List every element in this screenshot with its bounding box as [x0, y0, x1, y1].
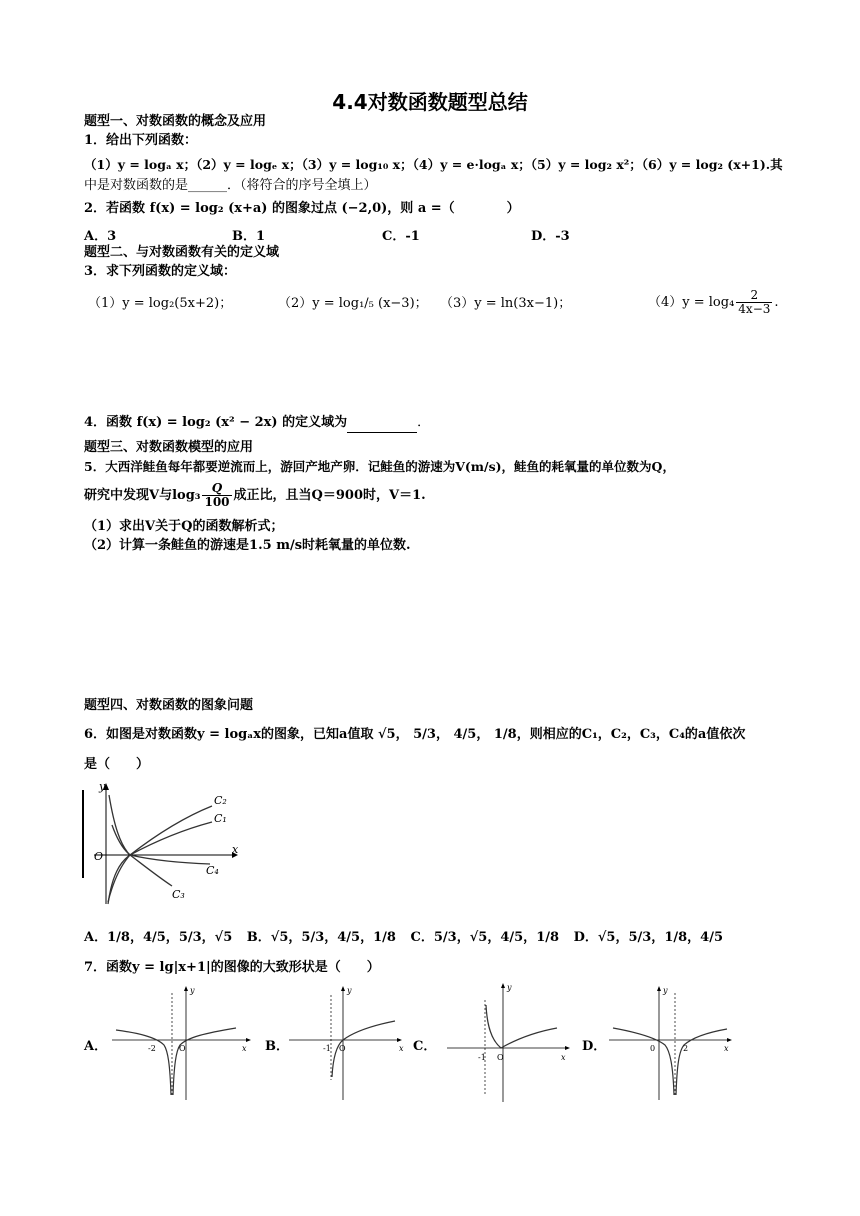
q6-line-1: 6．如图是对数函数y = logₐx的图象，已知a值取 √5， 5/3， 4/5， 1/8，则相应的C₁，C₂，C₃，C₄的a值依次	[84, 727, 746, 742]
q4-stem: 4．函数 f(x) = log₂ (x² − 2x) 的定义域为	[84, 415, 348, 430]
q5-part-2: （2）计算一条鲑鱼的游速是1.5 m/s时耗氧量的单位数.	[84, 538, 411, 553]
q3-stem: 3．求下列函数的定义域：	[84, 264, 237, 279]
option-value: 4/5	[500, 930, 524, 945]
option-value: 5/3	[433, 930, 457, 945]
q7-option-d-label: D．	[582, 1039, 607, 1054]
q2-option-d: D．-3	[531, 229, 570, 244]
option-label: A．	[84, 930, 108, 945]
q4-end: ．	[417, 415, 431, 430]
q6-option-d: D．√5，5/3，1/8，4/5	[573, 930, 724, 945]
option-value: 1/8	[373, 930, 396, 945]
q3-part-4-fraction	[736, 289, 772, 316]
q2-stem: 2．若函数 f(x) = log₂ (x+a) 的图象过点 (−2,0)，则 a =（ ）	[84, 201, 520, 216]
x-axis-label: x	[232, 843, 239, 856]
curve-c3-label: C₃	[172, 888, 185, 901]
q6-option-a: A．1/8，4/5，5/3，√5	[84, 930, 233, 945]
y-axis-arrow	[657, 986, 661, 991]
section-3-heading: 题型三、对数函数模型的应用	[84, 440, 254, 455]
fraction-numerator: Q	[202, 482, 231, 496]
option-value: 5/3	[301, 930, 325, 945]
option-value: √5	[214, 930, 233, 945]
section-1-heading: 题型一、对数函数的概念及应用	[84, 114, 267, 129]
q6-value-2: 5/3	[413, 727, 436, 742]
q6-graph	[82, 780, 242, 910]
q7-stem: 7．函数y = lg|x+1|的图像的大致形状是（ ）	[84, 960, 380, 975]
y-axis-arrow	[501, 983, 505, 988]
x-axis-label: x	[561, 1053, 566, 1062]
q7-graph-b	[285, 985, 410, 1105]
option-value: 4/5	[700, 930, 724, 945]
fraction-denominator: 100	[204, 495, 230, 509]
curve-c1-label: C₁	[214, 812, 227, 825]
tick-label-minus-1: -1	[323, 1044, 331, 1053]
option-value: 4/5	[142, 930, 166, 945]
section-4-heading: 题型四、对数函数的图象问题	[84, 698, 254, 713]
tick-label-minus-1: -1	[478, 1053, 486, 1062]
q5-line-2	[84, 481, 426, 511]
option-label: D．	[573, 930, 598, 945]
x-axis-label: x	[242, 1044, 247, 1053]
q6-option-b: B．√5，5/3，4/5，1/8	[246, 930, 396, 945]
y-axis-label: y	[663, 986, 668, 995]
section-2-heading: 题型二、与对数函数有关的定义域	[84, 245, 280, 260]
option-label: B．	[246, 930, 271, 945]
q5-fraction	[202, 482, 231, 509]
q2-option-b: B．1	[232, 229, 266, 244]
option-value: √5	[270, 930, 289, 945]
x-axis-arrow	[565, 1046, 570, 1050]
q7-graph-d	[605, 985, 740, 1105]
q1-stem: 1．给出下列函数：	[84, 133, 198, 148]
curve-c4-label: C₄	[206, 864, 219, 877]
q6-line-1-pre: 6．如图是对数函数y = logₐx的图象，已知a值取	[84, 727, 374, 742]
q7-graph-c	[445, 980, 575, 1105]
x-axis-arrow	[397, 1038, 402, 1042]
option-value: √5	[469, 930, 488, 945]
curve	[486, 1005, 557, 1048]
q6-value-4: 1/8	[493, 727, 517, 742]
q3-part-4-label: （4）y = log₄	[648, 295, 735, 310]
q6-value-3: 4/5	[453, 727, 477, 742]
origin-label: O	[94, 850, 104, 863]
q6-option-c: C．5/3，√5，4/5，1/8	[410, 930, 560, 945]
q5-line-2-pre: 研究中发现V与log₃	[84, 488, 201, 503]
q6-line-2: 是（ ）	[84, 757, 150, 772]
q3-part-2: （2）y = log₁/₅ (x−3)；	[278, 296, 428, 311]
x-axis-arrow	[246, 1038, 251, 1042]
origin-label: O	[497, 1053, 504, 1062]
option-value: 1/8	[107, 930, 130, 945]
q5-line-1: 5．大西洋鲑鱼每年都要逆流而上，游回产地产卵．记鲑鱼的游速为V(m/s)，鲑鱼的耗氧量的单位数为Q，	[84, 459, 675, 474]
y-axis-arrow	[341, 986, 345, 991]
fraction-numerator: 2	[736, 289, 772, 303]
option-value: 5/3	[178, 930, 202, 945]
q5-part-1: （1）求出V关于Q的函数解析式；	[84, 519, 284, 534]
y-axis-label: y	[99, 780, 106, 793]
x-axis-label: x	[724, 1044, 729, 1053]
q6-options	[84, 929, 723, 947]
q7-graph-a	[108, 985, 258, 1105]
x-axis-label: x	[399, 1044, 404, 1053]
origin-label: O	[179, 1044, 186, 1053]
q3-part-4-end: .	[774, 295, 779, 310]
curve-left	[613, 1028, 674, 1095]
q1-question: 中是对数函数的是______．（将符合的序号全填上）	[84, 178, 377, 193]
tick-label-zero: 0	[650, 1044, 656, 1053]
x-axis-arrow	[727, 1038, 732, 1042]
q3-part-3: （3）y = ln(3x−1)；	[440, 296, 572, 311]
q4-answer-blank	[347, 414, 417, 433]
q5-line-2-post: 成正比，且当Q＝900时，V＝1.	[233, 488, 426, 503]
y-axis-label: y	[507, 983, 512, 992]
q2-option-a: A．3	[84, 229, 117, 244]
q3-part-4	[648, 288, 779, 318]
option-label: C．	[410, 930, 434, 945]
q2-option-c: C．-1	[382, 229, 420, 244]
page-title: 4.4对数函数题型总结	[332, 90, 528, 114]
option-value: 1/8	[536, 930, 560, 945]
y-axis-label: y	[190, 986, 195, 995]
fraction-denominator: 4x−3	[738, 302, 771, 316]
option-value: 1/8	[664, 930, 688, 945]
q4-line	[84, 414, 430, 433]
q6-value-1: √5	[378, 727, 396, 742]
tick-label-2: 2	[683, 1044, 689, 1053]
q7-option-c-label: C．	[413, 1039, 437, 1054]
curve-right	[676, 1029, 727, 1095]
q7-option-b-label: B．	[265, 1039, 289, 1054]
curve-right	[173, 1028, 236, 1095]
option-value: 4/5	[337, 930, 361, 945]
option-value: √5	[597, 930, 616, 945]
option-value: 5/3	[628, 930, 652, 945]
q6-line-1-post: ，则相应的C₁，C₂，C₃，C₄的a值依次	[516, 727, 746, 742]
origin-label: O	[339, 1044, 346, 1053]
tick-label-minus-2: -2	[148, 1044, 156, 1053]
curve-c2-label: C₂	[214, 794, 227, 807]
q7-option-a-label: A．	[84, 1039, 108, 1054]
q1-function-list: （1）y = logₐ x；（2）y = logₑ x；（3）y = log₁₀ x；（4）y = e·logₐ x；（5）y = log₂ x²；（6）y = log₂ (x+1).其	[84, 157, 783, 172]
y-axis-arrow	[184, 986, 188, 991]
y-axis-label: y	[347, 986, 352, 995]
q3-part-1: （1）y = log₂(5x+2)；	[88, 296, 233, 311]
